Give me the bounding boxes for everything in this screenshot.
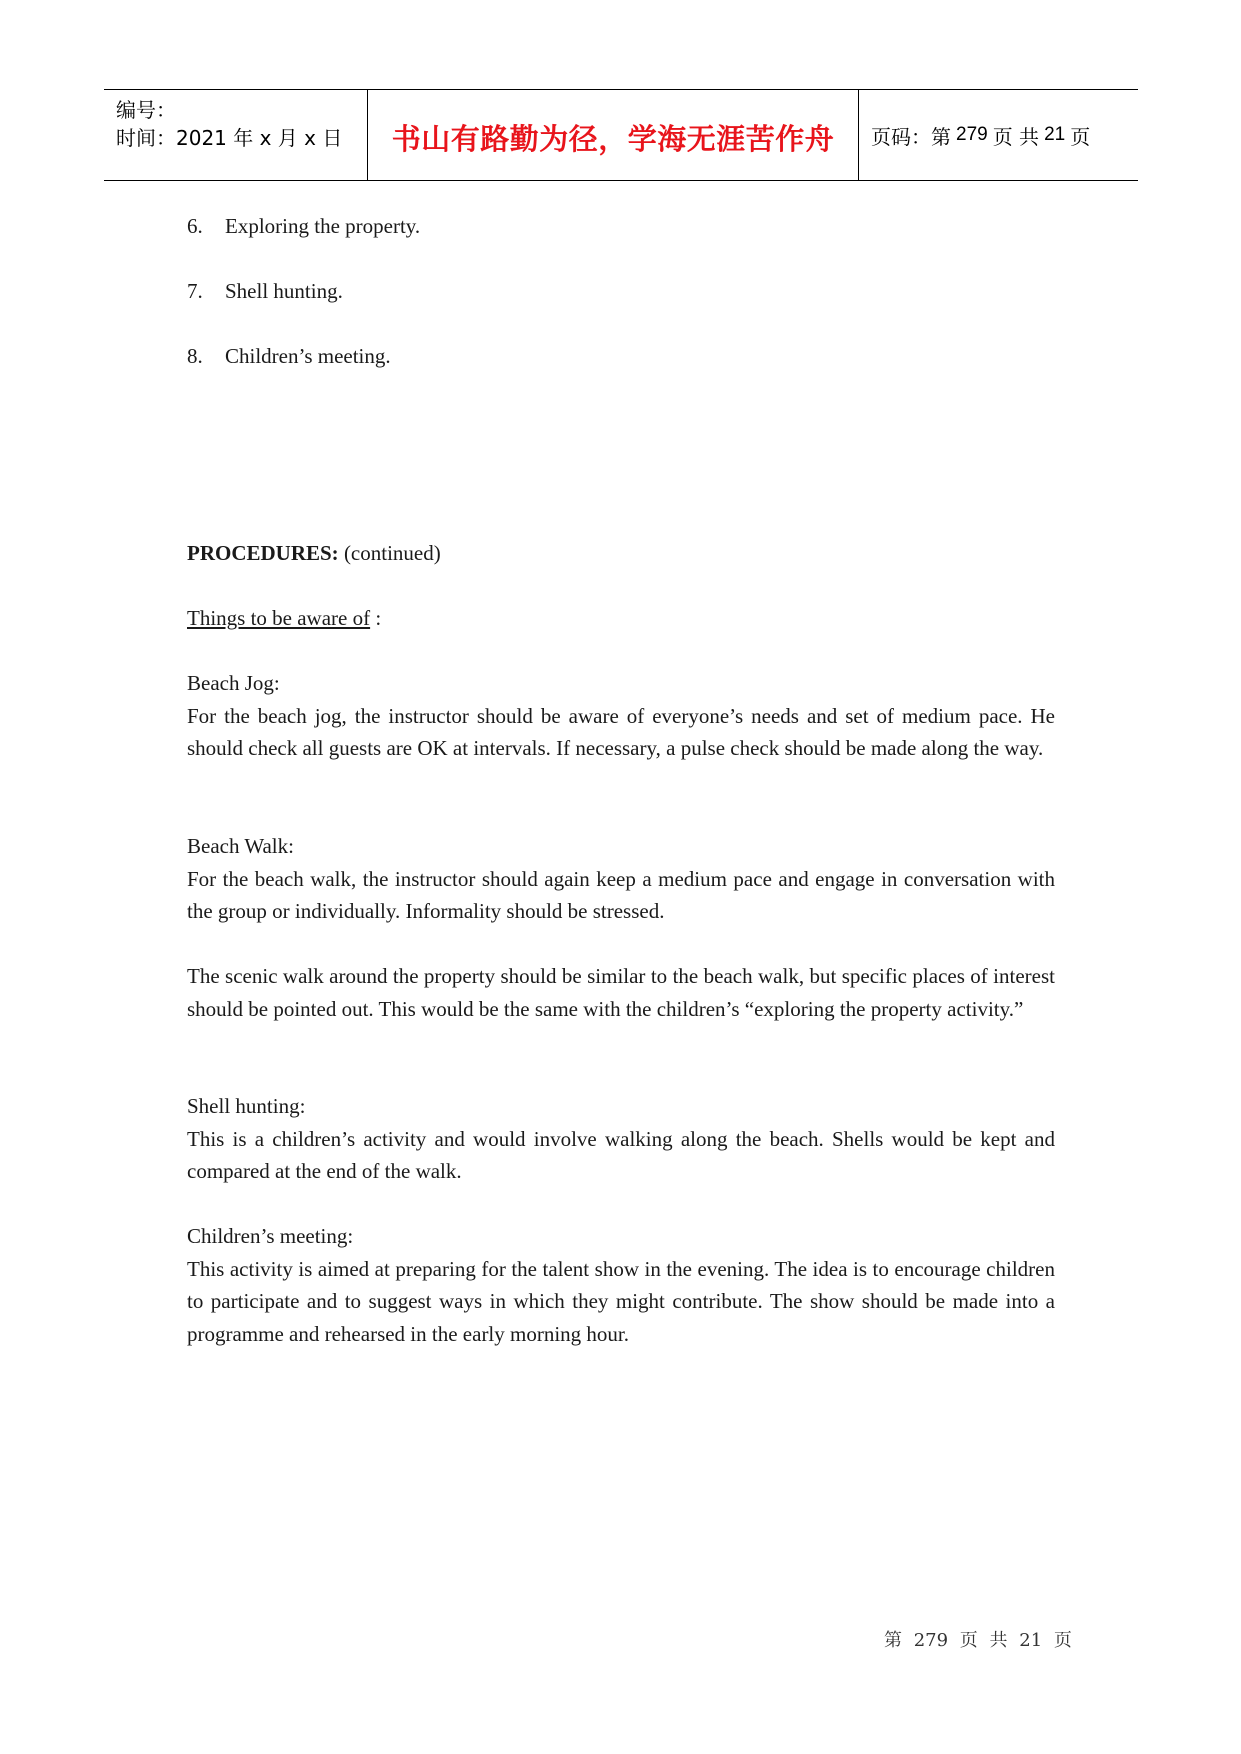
- header-motto-cell: [368, 90, 859, 180]
- page-footer: 第 279 页 共 21 页: [884, 1630, 1072, 1651]
- beach-jog-title: Beach Jog:: [187, 671, 280, 695]
- list-item-number: 7.: [187, 279, 203, 303]
- page-header: [104, 89, 1138, 181]
- procedures-title: PROCEDURES:: [187, 541, 339, 565]
- page-current: 279: [956, 124, 988, 145]
- header-page-cell: [859, 90, 1138, 180]
- beach-walk-section: [187, 830, 1055, 928]
- header-motto: 书山有路勤为径，学海无涯苦作舟: [391, 121, 835, 156]
- procedures-suffix: (continued): [338, 541, 441, 565]
- page-mid: 页 共: [992, 124, 1040, 149]
- scenic-walk-paragraph: [187, 960, 1055, 1025]
- list-item: [187, 210, 420, 243]
- beach-jog-section: [187, 667, 1055, 765]
- scenic-walk-text: The scenic walk around the property should be similar to the beach walk, but specific places of interest should be pointed out. This would be the same with the children’s “exploring the property activity.”: [187, 964, 1055, 1021]
- childrens-meeting-title: Children’s meeting:: [187, 1224, 354, 1248]
- list-item-number: 6.: [187, 214, 203, 238]
- document-time-label: 时间：2021 年 x 月 x 日: [116, 126, 343, 150]
- beach-walk-title: Beach Walk:: [187, 834, 294, 858]
- page-total: 21: [1044, 124, 1066, 145]
- childrens-meeting-text: This activity is aimed at preparing for the talent show in the evening. The idea is to encourage children to participate and to suggest ways in which they might contribute. The show should be made into a programme and rehearsed in the early morning hour.: [187, 1256, 1055, 1346]
- list-item-text: Children’s meeting.: [225, 344, 391, 368]
- list-item-text: Shell hunting.: [225, 279, 343, 303]
- awareness-suffix: :: [370, 606, 382, 630]
- shell-hunting-text: This is a children’s activity and would involve walking along the beach. Shells would be kept and compared at the end of the walk.: [187, 1126, 1055, 1183]
- page-suffix: 页: [1070, 124, 1091, 149]
- list-item-text: Exploring the property.: [225, 214, 421, 238]
- procedures-heading: [187, 537, 1055, 570]
- list-item-number: 8.: [187, 344, 203, 368]
- list-item: [187, 340, 391, 373]
- awareness-subheading: [187, 602, 1055, 635]
- list-item: [187, 275, 343, 308]
- document-number-label: 编号：: [116, 98, 176, 122]
- beach-jog-text: For the beach jog, the instructor should be aware of everyone’s needs and set of medium pace. He should check all guests are OK at intervals. If necessary, a pulse check should be made along the way.: [187, 703, 1055, 760]
- shell-hunting-title: Shell hunting:: [187, 1094, 306, 1118]
- page-prefix: 页码：第: [871, 124, 951, 149]
- header-info-cell: [104, 90, 368, 180]
- childrens-meeting-section: [187, 1220, 1055, 1350]
- beach-walk-text: For the beach walk, the instructor should again keep a medium pace and engage in conversation with the group or individually. Informality should be stressed.: [187, 866, 1055, 923]
- shell-hunting-section: [187, 1090, 1055, 1188]
- awareness-title: Things to be aware of: [187, 606, 371, 630]
